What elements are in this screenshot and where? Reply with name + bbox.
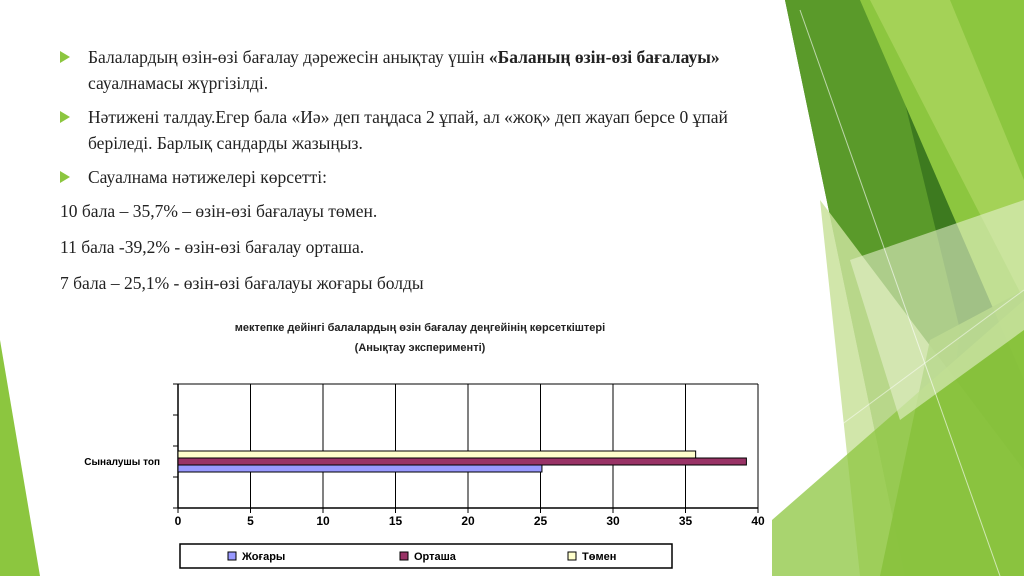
legend-label: Жоғары — [242, 551, 286, 563]
bullet-item — [60, 104, 780, 156]
bullet-bold-text: «Баланың өзін-өзі бағалауы» — [488, 47, 720, 67]
x-tick-label: 20 — [461, 514, 475, 528]
x-tick-label: 25 — [533, 514, 548, 528]
bullet-arrow-icon — [60, 51, 70, 63]
legend-swatch — [568, 552, 576, 560]
bullet-arrow-icon — [60, 111, 70, 123]
x-tick-label: 0 — [174, 514, 182, 528]
bullet-text: Нәтижені талдау.Егер бала «Иә» деп таңдаса 2 ұпай, ал «жоқ» деп жауап берсе 0 ұпай беріледі. Барлық сандарды жазыңыз. — [88, 107, 728, 153]
bullet-text: Балалардың өзін-өзі бағалау дәрежесін анықтау үшін — [88, 47, 489, 67]
bar — [178, 465, 542, 472]
bullet-item — [60, 44, 780, 96]
bullet-text: сауалнамасы жүргізілді. — [88, 73, 269, 93]
x-tick-label: 35 — [678, 514, 693, 528]
x-tick-label: 40 — [751, 514, 765, 528]
chart-title: мектепке дейінгі балалардың өзін бағалау деңгейінің көрсеткіштері — [234, 322, 606, 334]
category-label: Сыналушы топ — [84, 457, 160, 468]
bar — [178, 458, 746, 465]
x-tick-label: 15 — [388, 514, 403, 528]
legend-swatch — [228, 552, 236, 560]
result-line: 10 бала – 35,7% – өзін-өзі бағалауы төмен. — [60, 201, 378, 221]
bullet-item — [60, 164, 780, 190]
chart-plot — [60, 318, 780, 576]
bar — [178, 451, 696, 458]
legend-label: Төмен — [582, 551, 617, 563]
legend-swatch — [400, 552, 408, 560]
legend-label: Орташа — [414, 551, 456, 563]
x-tick-label: 30 — [606, 514, 620, 528]
x-tick-label: 10 — [316, 514, 330, 528]
bullet-text: Сауалнама нәтижелері көрсетті: — [88, 167, 327, 187]
chart — [60, 318, 780, 576]
slide-text — [60, 44, 780, 306]
result-line: 11 бала -39,2% - өзін-өзі бағалау орташа. — [60, 237, 365, 257]
chart-subtitle: (Анықтау эксперименті) — [354, 342, 486, 354]
bullet-arrow-icon — [60, 171, 70, 183]
result-line: 7 бала – 25,1% - өзін-өзі бағалауы жоғары болды — [60, 273, 424, 293]
x-tick-label: 5 — [247, 514, 254, 528]
